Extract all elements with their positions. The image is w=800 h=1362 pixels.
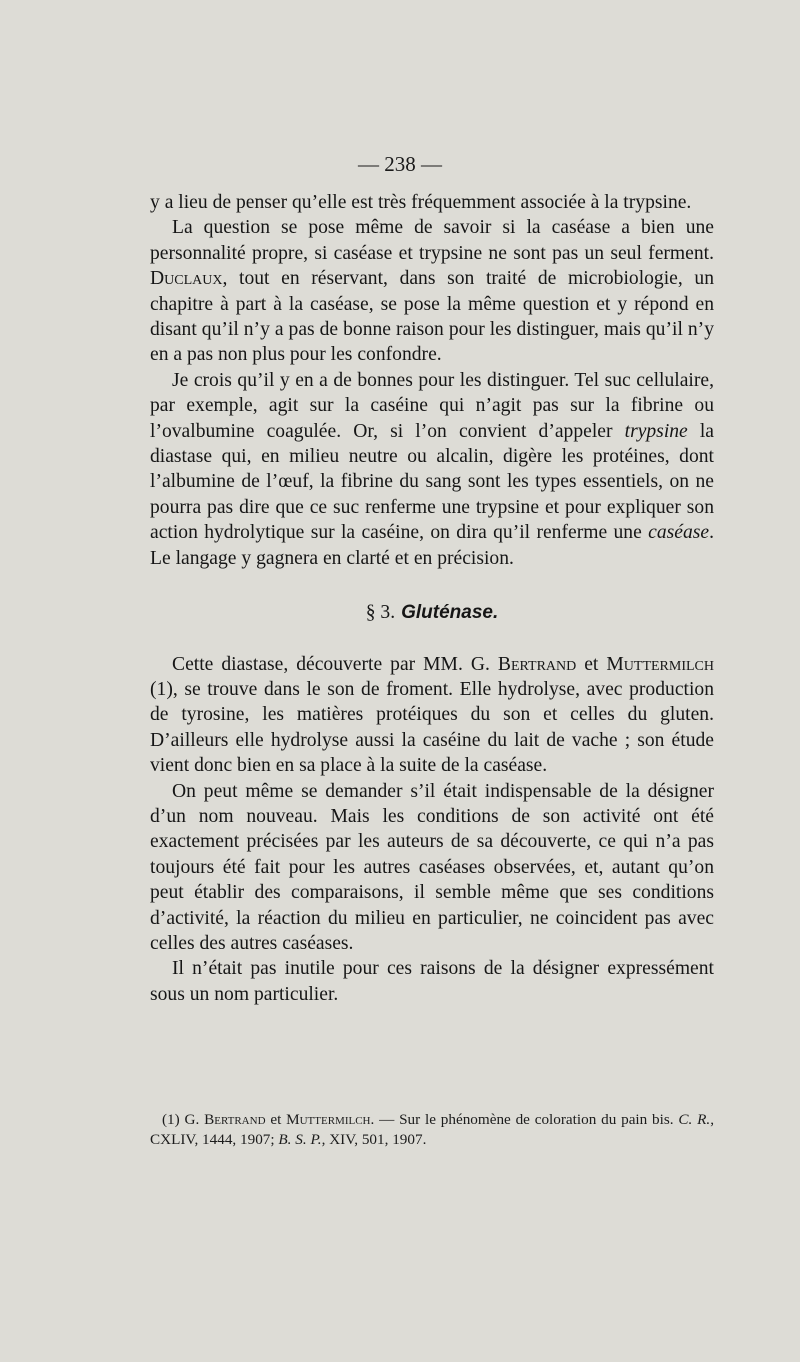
footnote-author-muttermilch: Muttermilch: [286, 1111, 371, 1128]
paragraph-6: [150, 956, 714, 1007]
section-number: § 3.: [365, 602, 396, 624]
footnote-text-b: , CXLIV, 1444, 1907;: [150, 1111, 714, 1148]
paragraph-4-text-b: (1), se trouve dans le son de froment. Elle hydrolyse, avec production de tyrosine, les matières protéiques du son et celles du gluten. D’ailleurs elle hydrolyse aussi la caséine du lait de vache ; son étude vient donc bien en sa place à la suite de la caséase.: [150, 678, 714, 777]
footnote-marker: (1) G.: [162, 1111, 200, 1128]
footnote-author-bertrand: Bertrand: [204, 1111, 266, 1128]
paragraph-6-text: Il n’était pas inutile pour ces raisons de la désigner expressément sous un nom particulier.: [150, 958, 714, 1005]
section-heading: [150, 600, 714, 625]
paragraph-1-text: y a lieu de penser qu’elle est très fréquemment associée à la trypsine.: [150, 192, 692, 213]
footnote-and: et: [270, 1111, 282, 1128]
footnote-ref-cr: C. R.: [678, 1111, 711, 1128]
paragraph-5: [150, 779, 714, 957]
footnote-text-a: . — Sur le phénomène de coloration du pain bis.: [370, 1111, 674, 1128]
author-muttermilch: Muttermilch: [606, 653, 714, 675]
paragraph-2-text-b: , tout en réservant, dans son traité de microbiologie, un chapitre à part à la caséase, se pose la même question et y répond en disant qu’il n’y a pas de bonne raison pour les distinguer, mais qu’il n’y en a pas non plus pour les confondre.: [150, 268, 714, 366]
footnote-text-c: , XIV, 501, 1907.: [321, 1131, 427, 1148]
paragraph-5-text: On peut même se demander s’il était indispensable de la désigner d’un nom nouveau. Mais les conditions de son activité ont été exactement précisées par les auteurs de sa découverte, ce qui n’a pas toujours été fait pour les autres caséases observées, et, autant qu’on peut établir des comparaisons, il semble même que ses conditions d’activité, la réaction du milieu en particulier, ne coincident pas avec celles des autres caséases.: [150, 780, 714, 954]
footnote: [150, 1110, 714, 1150]
author-bertrand: Bertrand: [497, 653, 577, 675]
paragraph-4-text-a: Cette diastase, découverte par MM. G.: [172, 653, 490, 675]
paragraph-3-text-a: Je crois qu’il y en a de bonnes pour les distinguer. Tel suc cellulaire, par exemple, agit sur la caséine qui n’agit pas sur la fibrine ou l’ovalbumine coagulée. Or, si l’on convient d’appeler: [150, 369, 714, 442]
term-casease: caséase: [648, 522, 710, 544]
paragraph-3: [150, 368, 714, 571]
paragraph-4: [150, 652, 714, 779]
author-duclaux: Duclaux: [150, 268, 223, 290]
section-title: Gluténase.: [401, 602, 499, 624]
footnote-ref-bsp: B. S. P.: [278, 1131, 322, 1148]
paragraph-3-text-b: la diastase qui, en milieu neutre ou alcalin, digère les protéines, dont l’albumine de l’œuf, la fibrine du sang sont les types essentiels, on ne pourra pas dire que ce suc renferme une trypsine et pour expliquer son action hydrolytique sur la caséine, on dira qu’il renferme une: [150, 420, 714, 544]
paragraph-2: [150, 215, 714, 367]
footnote-1: [150, 1110, 714, 1150]
paragraph-4-and: et: [584, 653, 599, 675]
page-number: — 238 —: [358, 152, 442, 176]
paragraph-1: [150, 190, 714, 215]
body-text: [150, 190, 714, 1007]
paragraph-2-text-a: La question se pose même de savoir si la caséase a bien une personnalité propre, si caséase et trypsine ne sont pas un seul ferment.: [150, 217, 714, 264]
term-trypsine: trypsine: [624, 420, 688, 442]
paragraph-3-text-c: . Le langage y gagnera en clarté et en précision.: [150, 522, 714, 569]
